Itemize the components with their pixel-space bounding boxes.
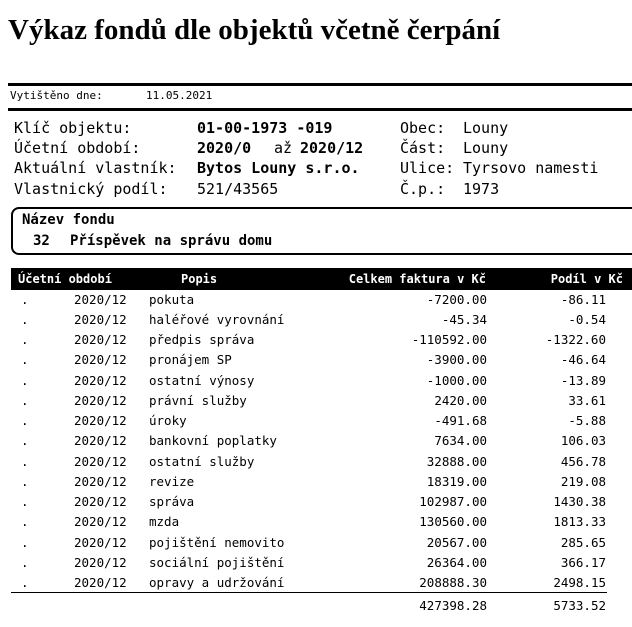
- ulice-value: Tyrsovo namesti: [463, 159, 599, 177]
- row-period: 2020/12: [74, 514, 127, 529]
- row-share: -46.64: [560, 352, 606, 367]
- row-mark: .: [21, 332, 29, 347]
- row-mark: .: [21, 393, 29, 408]
- row-desc: ostatní výnosy: [149, 373, 255, 388]
- row-desc: mzda: [149, 514, 180, 529]
- th-total: Celkem faktura v Kč: [348, 272, 486, 286]
- row-total: -110592.00: [411, 332, 487, 347]
- header-rule-bottom: [8, 108, 632, 111]
- row-share: 33.61: [568, 393, 606, 408]
- row-desc: pokuta: [149, 292, 195, 307]
- row-desc: právní služby: [149, 393, 247, 408]
- row-desc: bankovní poplatky: [149, 433, 277, 448]
- row-period: 2020/12: [74, 474, 127, 489]
- row-mark: .: [21, 292, 29, 307]
- row-mark: .: [21, 555, 29, 570]
- ulice-label: Ulice:: [400, 159, 455, 177]
- row-period: 2020/12: [74, 494, 127, 509]
- row-total: 7634.00: [434, 433, 487, 448]
- row-mark: .: [21, 514, 29, 529]
- row-period: 2020/12: [74, 332, 127, 347]
- row-desc: pronájem SP: [149, 352, 232, 367]
- row-total: -3900.00: [426, 352, 487, 367]
- printed-label: Vytištěno dne:: [10, 89, 103, 102]
- row-share: 1430.38: [553, 494, 606, 509]
- row-desc: revize: [149, 474, 195, 489]
- row-total: 20567.00: [426, 535, 487, 550]
- header-rule-top: [8, 83, 632, 86]
- row-desc: sociální pojištění: [149, 555, 285, 570]
- row-period: 2020/12: [74, 454, 127, 469]
- row-total: 18319.00: [426, 474, 487, 489]
- row-mark: .: [21, 535, 29, 550]
- row-share: -0.54: [568, 312, 606, 327]
- cast-value: Louny: [463, 139, 509, 157]
- key-label: Klíč objektu:: [14, 119, 132, 137]
- th-desc: Popis: [181, 272, 218, 286]
- row-mark: .: [21, 373, 29, 388]
- row-share: -13.89: [560, 373, 606, 388]
- sum-rule: [11, 592, 607, 593]
- printed-date: 11.05.2021: [146, 89, 213, 102]
- row-period: 2020/12: [74, 433, 127, 448]
- row-total: 208888.30: [419, 575, 487, 590]
- row-desc: úroky: [149, 413, 187, 428]
- row-total: -7200.00: [426, 292, 487, 307]
- obec-value: Louny: [463, 119, 509, 137]
- row-share: -5.88: [568, 413, 606, 428]
- row-mark: .: [21, 474, 29, 489]
- row-total: -1000.00: [426, 373, 487, 388]
- row-period: 2020/12: [74, 555, 127, 570]
- row-desc: ostatní služby: [149, 454, 255, 469]
- row-total: 102987.00: [419, 494, 487, 509]
- owner-value: Bytos Louny s.r.o.: [197, 159, 360, 177]
- period-label: Účetní období:: [14, 139, 141, 157]
- row-share: 1813.33: [553, 514, 606, 529]
- row-share: 366.17: [560, 555, 606, 570]
- obec-label: Obec:: [400, 119, 446, 137]
- row-period: 2020/12: [74, 575, 127, 590]
- row-period: 2020/12: [74, 393, 127, 408]
- row-share: 456.78: [560, 454, 606, 469]
- fund-label: Název fondu: [22, 212, 115, 228]
- owner-label: Aktuální vlastník:: [14, 159, 177, 177]
- row-mark: .: [21, 494, 29, 509]
- fund-name: Příspěvek na správu domu: [70, 233, 273, 249]
- row-total: -491.68: [434, 413, 487, 428]
- row-total: 26364.00: [426, 555, 487, 570]
- period-from: 2020/0: [197, 139, 252, 157]
- row-share: -86.11: [560, 292, 606, 307]
- row-desc: správa: [149, 494, 195, 509]
- row-desc: předpis správa: [149, 332, 255, 347]
- sum-share: 5733.52: [553, 598, 606, 613]
- row-share: 219.08: [560, 474, 606, 489]
- row-mark: .: [21, 413, 29, 428]
- fund-number: 32: [33, 233, 50, 249]
- th-period: Účetní období: [18, 272, 112, 286]
- row-share: 106.03: [560, 433, 606, 448]
- row-share: -1322.60: [545, 332, 606, 347]
- th-share: Podíl v Kč: [550, 272, 623, 286]
- row-mark: .: [21, 454, 29, 469]
- row-period: 2020/12: [74, 352, 127, 367]
- row-period: 2020/12: [74, 535, 127, 550]
- sum-total: 427398.28: [419, 598, 487, 613]
- period-to-label: až: [274, 139, 293, 157]
- row-period: 2020/12: [74, 413, 127, 428]
- row-total: 130560.00: [419, 514, 487, 529]
- row-mark: .: [21, 433, 29, 448]
- cp-value: 1973: [463, 180, 500, 198]
- page-title: Výkaz fondů dle objektů včetně čerpání: [8, 14, 501, 46]
- row-period: 2020/12: [74, 292, 127, 307]
- row-total: 2420.00: [434, 393, 487, 408]
- row-mark: .: [21, 312, 29, 327]
- cp-label: Č.p.:: [400, 180, 446, 198]
- row-desc: haléřové vyrovnání: [149, 312, 285, 327]
- share-label: Vlastnický podíl:: [14, 180, 168, 198]
- cast-label: Část:: [400, 139, 446, 157]
- row-total: -45.34: [441, 312, 487, 327]
- row-share: 2498.15: [553, 575, 606, 590]
- share-value: 521/43565: [197, 180, 279, 198]
- row-period: 2020/12: [74, 312, 127, 327]
- row-total: 32888.00: [426, 454, 487, 469]
- row-mark: .: [21, 575, 29, 590]
- period-to: 2020/12: [300, 139, 364, 157]
- row-mark: .: [21, 352, 29, 367]
- key-value: 01-00-1973 -019: [197, 119, 333, 137]
- row-period: 2020/12: [74, 373, 127, 388]
- row-desc: opravy a udržování: [149, 575, 285, 590]
- row-desc: pojištění nemovito: [149, 535, 285, 550]
- row-share: 285.65: [560, 535, 606, 550]
